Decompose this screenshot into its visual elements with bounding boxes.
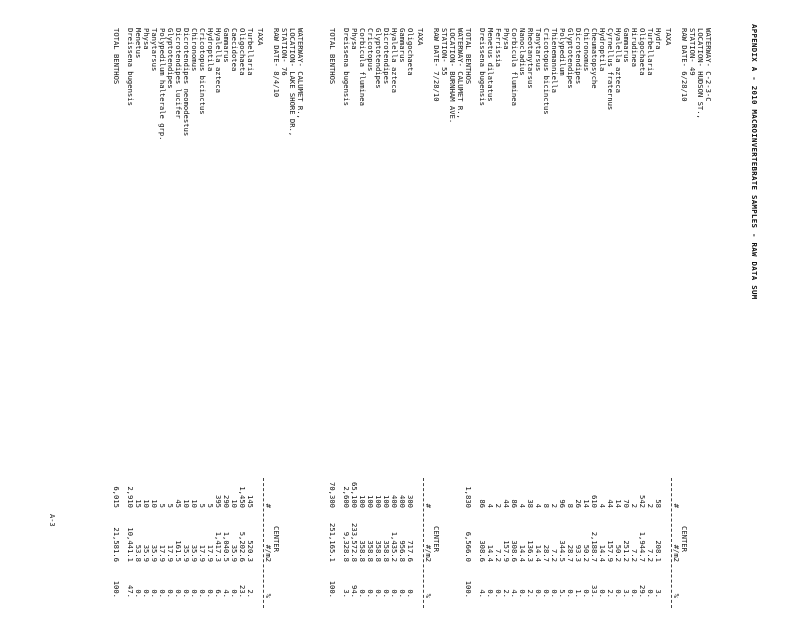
taxa-table — [328, 28, 414, 628]
taxon-count: 38 — [526, 499, 535, 508]
total-label: TOTAL BENTHOS — [328, 28, 337, 85]
taxon-percent: 0. — [134, 589, 143, 598]
table-row — [382, 28, 390, 628]
taxon-percent: 2. — [526, 589, 535, 598]
document-title: APPENDIX A - 2010 MACROINVERTEBRATE SAMPLES - RAW DATA SUM — [750, 24, 759, 300]
percent-column-label: % — [424, 593, 433, 598]
percent-column-label: % — [264, 593, 273, 598]
taxon-percent: 4. — [510, 589, 519, 598]
table-row — [374, 28, 382, 628]
taxon-density: 358.8 — [374, 540, 383, 562]
taxon-count: 8 — [542, 503, 551, 508]
taxon-name: Tanytarsus — [150, 28, 159, 72]
taxon-count: 5 — [158, 503, 167, 508]
taxon-percent: 0. — [614, 589, 623, 598]
taxon-percent: 1. — [574, 589, 583, 598]
total-label: TOTAL BENTHOS — [112, 28, 121, 85]
taxon-name: Gammarus — [398, 28, 407, 63]
taxon-percent: 0. — [206, 589, 215, 598]
taxon-percent: 2. — [606, 589, 615, 598]
table-row — [534, 28, 542, 628]
taxon-density: 5,202.6 — [238, 531, 247, 562]
taxon-count: 15 — [134, 499, 143, 508]
taxon-name: Dreissena bugensis — [342, 28, 351, 106]
taxa-header: TAXA — [416, 28, 425, 46]
taxon-percent: 2. — [502, 589, 511, 598]
taxon-density: 2,188.7 — [590, 531, 599, 562]
taxon-percent: 4. — [478, 589, 487, 598]
taxon-count: 26 — [574, 499, 583, 508]
taxon-percent: 0. — [190, 589, 199, 598]
taxon-count: 2,600 — [342, 486, 351, 508]
table-row — [190, 28, 198, 628]
taxon-percent: 0. — [374, 589, 383, 598]
taxon-density: 358.8 — [382, 540, 391, 562]
taxon-name: Turbellaria — [246, 28, 255, 76]
taxon-name: Menetus — [134, 28, 143, 59]
taxon-count: 45 — [174, 499, 183, 508]
total-density: 251,165.1 — [328, 523, 337, 562]
table-row — [142, 28, 150, 628]
taxon-name: Hydroptila — [206, 28, 215, 72]
table-row — [526, 28, 534, 628]
taxon-density: 1,417.3 — [214, 531, 223, 562]
taxon-name: Hydroptila — [598, 28, 607, 72]
taxa-header: TAXA — [256, 28, 265, 46]
taxon-percent: 2. — [246, 589, 255, 598]
taxon-percent: 0. — [566, 589, 575, 598]
station-section — [112, 28, 305, 628]
taxon-density: 233,572.8 — [350, 523, 359, 562]
table-row — [494, 28, 502, 628]
count-column-label: # — [672, 503, 681, 508]
taxon-percent: 0. — [542, 589, 551, 598]
taxon-name: Glyptotendipes — [166, 28, 175, 89]
table-row — [214, 28, 222, 628]
taxon-count: 145 — [246, 495, 255, 508]
percent-column-label: % — [672, 593, 681, 598]
taxon-count: 14 — [582, 499, 591, 508]
taxon-density: 308.6 — [478, 540, 487, 562]
taxon-density: 28.7 — [566, 544, 575, 562]
taxon-density: 1,040.5 — [222, 531, 231, 562]
taxon-percent: 0. — [182, 589, 191, 598]
taxon-density: 157.9 — [606, 540, 615, 562]
table-row — [550, 28, 558, 628]
taxon-density: 136.3 — [526, 540, 535, 562]
taxon-count: 10 — [150, 499, 159, 508]
taxon-density: 35.9 — [230, 544, 239, 562]
table-row — [246, 28, 254, 628]
taxon-name: Polypedilum — [558, 28, 567, 76]
taxon-density: 358.8 — [358, 540, 367, 562]
taxon-name: Turbellaria — [646, 28, 655, 76]
waterway-line: WATERWAY- CALUMET R., — [296, 28, 305, 119]
taxon-name: Ferrissia — [494, 28, 503, 67]
taxon-count: 610 — [590, 495, 599, 508]
taxon-percent: 6. — [214, 589, 223, 598]
taxon-count: 100 — [366, 495, 375, 508]
taxon-name: Caecidotea — [230, 28, 239, 72]
taxon-density: 358.8 — [366, 540, 375, 562]
table-row — [654, 28, 662, 628]
taxon-count: 70 — [622, 499, 631, 508]
table-row — [390, 28, 398, 628]
taxon-count: 5 — [206, 503, 215, 508]
taxon-count: 2 — [494, 503, 503, 508]
taxon-count: 400 — [390, 495, 399, 508]
table-row — [502, 28, 510, 628]
table-row — [646, 28, 654, 628]
table-row — [638, 28, 646, 628]
taxon-count: 2,910 — [126, 486, 135, 508]
taxon-name: Glyptotendipes — [374, 28, 383, 89]
taxon-percent: 0. — [142, 589, 151, 598]
taxon-percent: 0. — [406, 589, 415, 598]
taxon-percent: 94. — [350, 585, 359, 598]
table-row — [406, 28, 414, 628]
taxon-percent: 3. — [342, 589, 351, 598]
taxon-count: 542 — [638, 495, 647, 508]
taxon-count: 100 — [382, 495, 391, 508]
taxon-percent: 0. — [230, 589, 239, 598]
total-label: TOTAL BENTHOS — [464, 28, 473, 85]
table-row — [582, 28, 590, 628]
taxon-count: 86 — [510, 499, 519, 508]
taxa-table — [464, 28, 662, 628]
taxon-percent: 5. — [558, 589, 567, 598]
header-rule — [263, 478, 264, 608]
taxon-count: 4 — [534, 503, 543, 508]
count-column-label: # — [264, 503, 273, 508]
taxon-name: Gammarus — [222, 28, 231, 63]
table-row — [238, 28, 246, 628]
total-row — [112, 28, 120, 628]
taxon-percent: 0. — [158, 589, 167, 598]
taxon-density: 161.5 — [174, 540, 183, 562]
taxon-percent: 0. — [366, 589, 375, 598]
taxon-name: Oligochaeta — [238, 28, 247, 76]
taxon-name: Oligochaeta — [406, 28, 415, 76]
total-count: 6,015 — [112, 486, 121, 508]
table-row — [590, 28, 598, 628]
table-row — [510, 28, 518, 628]
taxon-density: 1,944.7 — [638, 531, 647, 562]
taxon-density: 35.9 — [190, 544, 199, 562]
column-group-heading: CENTER — [432, 526, 441, 552]
taxon-count: 100 — [374, 495, 383, 508]
taxon-count: 400 — [398, 495, 407, 508]
taxon-count: 1,450 — [238, 486, 247, 508]
table-row — [478, 28, 486, 628]
taxon-count: 2 — [550, 503, 559, 508]
taxon-density: 53.8 — [134, 544, 143, 562]
table-row — [630, 28, 638, 628]
date-line: RAW DATE- 8/4/10 — [272, 28, 281, 98]
taxon-name: Tanytarsus — [534, 28, 543, 72]
table-row — [134, 28, 142, 628]
taxon-percent: 23. — [238, 585, 247, 598]
taxon-count: 5 — [166, 503, 175, 508]
taxon-percent: 3. — [622, 589, 631, 598]
taxon-percent: 4. — [222, 589, 231, 598]
total-count: 70,300 — [328, 482, 337, 508]
location-line: LOCATION- HUDSON ST., — [696, 28, 705, 119]
taxon-percent: 0. — [398, 589, 407, 598]
taxon-count: 10 — [230, 499, 239, 508]
taxon-name: Cheumatopsyche — [590, 28, 599, 89]
taxon-name: Cyrnellus fraternus — [606, 28, 615, 111]
taxon-density: 717.6 — [406, 540, 415, 562]
taxon-name: Gammarus — [622, 28, 631, 63]
table-row — [358, 28, 366, 628]
taxon-count: 10 — [182, 499, 191, 508]
total-count: 1,830 — [464, 486, 473, 508]
taxon-density: 17.9 — [158, 544, 167, 562]
table-row — [558, 28, 566, 628]
taxon-count: 10 — [190, 499, 199, 508]
taxon-count: 395 — [214, 495, 223, 508]
taxon-density: 50.2 — [582, 544, 591, 562]
total-row — [328, 28, 336, 628]
taxon-count: 14 — [614, 499, 623, 508]
taxon-name: Oligochaeta — [638, 28, 647, 76]
taxon-name: Cricotopus bicinctus — [542, 28, 551, 115]
taxon-name: Polypedilum halterale grp. — [158, 28, 167, 141]
station-line: STATION- 76 — [280, 28, 289, 76]
table-row — [126, 28, 134, 628]
table-row — [598, 28, 606, 628]
station-section — [464, 28, 713, 628]
location-line: LOCATION- LAKE SHORE DR., — [288, 28, 297, 137]
taxon-name: Cricotopus bicinctus — [198, 28, 207, 115]
taxon-name: Nanocladius — [518, 28, 527, 76]
taxon-count: 100 — [358, 495, 367, 508]
table-row — [206, 28, 214, 628]
taxon-percent: 0. — [174, 589, 183, 598]
table-row — [606, 28, 614, 628]
table-row — [350, 28, 358, 628]
taxon-name: Rheotanytarsus — [526, 28, 535, 89]
taxon-density: 956.8 — [398, 540, 407, 562]
total-density: 6,566.0 — [464, 531, 473, 562]
taxon-count: 10 — [142, 499, 151, 508]
taxon-percent: 0. — [166, 589, 175, 598]
taxon-name: Physa — [502, 28, 511, 50]
station-section — [328, 28, 465, 628]
table-row — [150, 28, 158, 628]
table-row — [398, 28, 406, 628]
taxon-name: Physa — [350, 28, 359, 50]
taxon-percent: 33. — [590, 585, 599, 598]
taxon-density: 9,328.8 — [342, 531, 351, 562]
taxon-name: Hyalella azteca — [214, 28, 223, 93]
taxon-density: 14.4 — [534, 544, 543, 562]
taxon-density: 17.9 — [198, 544, 207, 562]
taxon-density: 7.2 — [646, 549, 655, 562]
taxon-percent: 0. — [198, 589, 207, 598]
taxon-density: 1,435.2 — [390, 531, 399, 562]
taxon-percent: 29. — [638, 585, 647, 598]
total-percent: 100. — [112, 580, 121, 598]
total-row — [464, 28, 472, 628]
table-row — [182, 28, 190, 628]
waterway-line: WATERWAY- C-2-3-C — [704, 28, 713, 102]
taxon-density: 251.2 — [622, 540, 631, 562]
taxon-density: 208.1 — [654, 540, 663, 562]
taxon-name: Hirudinea — [630, 28, 639, 67]
taxon-density: 344.5 — [558, 540, 567, 562]
taxon-count: 2 — [646, 503, 655, 508]
taxon-percent: 0. — [646, 589, 655, 598]
location-line: LOCATION- BURNHAM AVE. — [448, 28, 457, 124]
density-column-label: #/m2 — [672, 544, 681, 562]
taxon-density: 35.9 — [142, 544, 151, 562]
taxon-name: Dicrotendipes — [574, 28, 583, 85]
taxon-count: 5 — [198, 503, 207, 508]
taxon-count: 4 — [486, 503, 495, 508]
taxon-density: 7.2 — [550, 549, 559, 562]
taxon-name: Cricotopus — [366, 28, 375, 72]
table-row — [158, 28, 166, 628]
table-row — [222, 28, 230, 628]
table-row — [230, 28, 238, 628]
taxon-percent: 0. — [582, 589, 591, 598]
taxon-density: 50.2 — [614, 544, 623, 562]
taxon-density: 93.3 — [574, 544, 583, 562]
date-line: RAW DATE- 6/28/10 — [680, 28, 689, 102]
taxon-percent: 0. — [494, 589, 503, 598]
taxon-name: Menetus dilatatus — [486, 28, 495, 102]
taxon-count: 65,100 — [350, 482, 359, 508]
column-group-heading: CENTER — [272, 526, 281, 552]
taxon-name: Dreissena bugensis — [478, 28, 487, 106]
taxon-name: Hyalella azteca — [614, 28, 623, 93]
taxon-percent: 0. — [382, 589, 391, 598]
taxa-table — [112, 28, 254, 628]
total-density: 21,581.6 — [112, 527, 121, 562]
taxon-name: Glyptotendipes — [566, 28, 575, 89]
taxon-percent: 0. — [534, 589, 543, 598]
table-row — [198, 28, 206, 628]
density-column-label: #/m2 — [264, 544, 273, 562]
taxon-name: Chironomus — [190, 28, 199, 72]
taxon-name: Thienemanniella — [550, 28, 559, 93]
taxon-density: 520.3 — [246, 540, 255, 562]
taxon-name: Corbicula fluminea — [510, 28, 519, 106]
taxon-density: 17.9 — [166, 544, 175, 562]
taxon-name: Dicrotendipes lucifer — [174, 28, 183, 119]
table-row — [622, 28, 630, 628]
taxon-name: Hydra — [654, 28, 663, 50]
taxon-percent: 0. — [518, 589, 527, 598]
table-row — [614, 28, 622, 628]
taxon-name: Corbicula fluminea — [358, 28, 367, 106]
taxon-count: 4 — [598, 503, 607, 508]
taxon-name: Chironomus — [582, 28, 591, 72]
count-column-label: # — [424, 503, 433, 508]
taxon-name: Hyalella azteca — [390, 28, 399, 93]
station-line: STATION- 49 — [688, 28, 697, 76]
total-percent: 100. — [328, 580, 337, 598]
taxon-density: 17.9 — [206, 544, 215, 562]
taxon-name: Dicrotendipes — [382, 28, 391, 85]
taxon-count: 44 — [502, 499, 511, 508]
taxon-name: Dreissena bugensis — [126, 28, 135, 106]
taxon-percent: 47. — [126, 585, 135, 598]
header-rule — [423, 478, 424, 608]
taxon-density: 28.7 — [542, 544, 551, 562]
taxon-density: 14.4 — [518, 544, 527, 562]
taxon-count: 4 — [518, 503, 527, 508]
table-row — [166, 28, 174, 628]
table-row — [342, 28, 350, 628]
table-row — [542, 28, 550, 628]
taxon-percent: 0. — [358, 589, 367, 598]
taxon-density: 157.9 — [502, 540, 511, 562]
table-row — [574, 28, 582, 628]
taxon-percent: 3. — [654, 589, 663, 598]
taxa-header: TAXA — [664, 28, 673, 46]
taxon-count: 8 — [566, 503, 575, 508]
table-row — [566, 28, 574, 628]
page-number: A-3 — [48, 514, 56, 527]
taxon-percent: 0. — [550, 589, 559, 598]
header-rule — [671, 478, 672, 608]
total-percent: 100. — [464, 580, 473, 598]
table-row — [486, 28, 494, 628]
taxon-count: 300 — [406, 495, 415, 508]
waterway-line: WATERWAY- CALUMET R., — [456, 28, 465, 119]
station-line: STATION- 55 — [440, 28, 449, 76]
taxon-count: 86 — [478, 499, 487, 508]
taxon-count: 58 — [654, 499, 663, 508]
taxon-density: 308.6 — [510, 540, 519, 562]
table-row — [366, 28, 374, 628]
taxon-count: 290 — [222, 495, 231, 508]
taxon-percent: 0. — [150, 589, 159, 598]
table-row — [174, 28, 182, 628]
taxon-name: Dicrotendipes neomodestus — [182, 28, 191, 137]
taxon-percent: 0. — [486, 589, 495, 598]
taxon-name: Physa — [142, 28, 151, 50]
date-line: RAW DATE- 7/28/10 — [432, 28, 441, 102]
taxon-count: 44 — [606, 499, 615, 508]
density-column-label: #/m2 — [424, 544, 433, 562]
taxon-percent: 0. — [630, 589, 639, 598]
taxon-percent: 0. — [390, 589, 399, 598]
taxon-density: 35.9 — [150, 544, 159, 562]
taxon-count: 2 — [630, 503, 639, 508]
taxon-density: 7.2 — [494, 549, 503, 562]
taxon-density: 14.4 — [486, 544, 495, 562]
taxon-density: 14.4 — [598, 544, 607, 562]
taxon-percent: 0. — [598, 589, 607, 598]
column-group-heading: CENTER — [680, 526, 689, 552]
table-row — [518, 28, 526, 628]
taxon-density: 10,441.1 — [126, 527, 135, 562]
taxon-density: 7.2 — [630, 549, 639, 562]
taxon-count: 96 — [558, 499, 567, 508]
taxon-density: 35.9 — [182, 544, 191, 562]
